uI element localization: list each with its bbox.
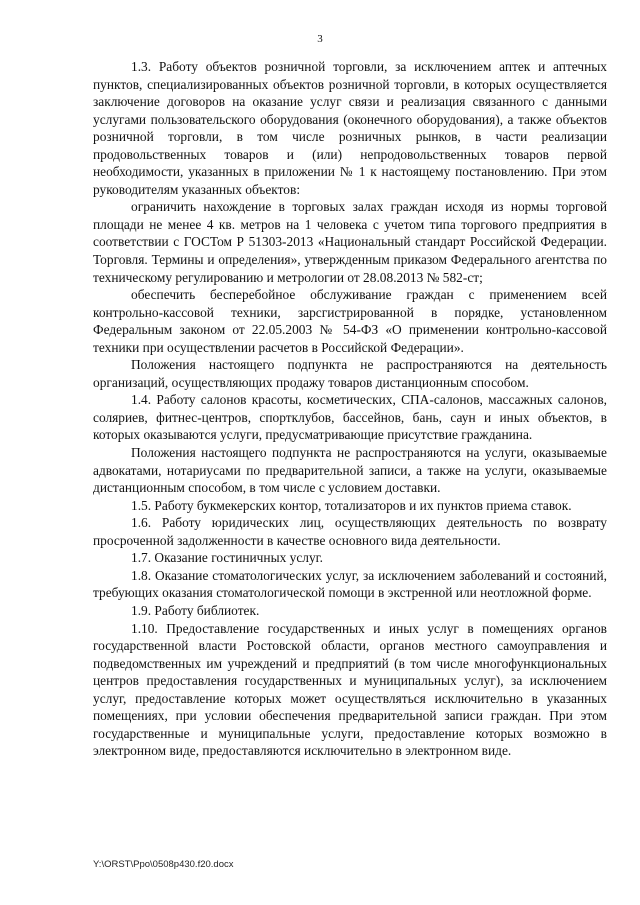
paragraph-1-9: 1.9. Работу библиотек. xyxy=(131,602,260,618)
page-number: 3 xyxy=(317,33,323,45)
document-body xyxy=(93,58,607,760)
paragraph-cash-register: обеспечить бесперебойное обслуживание граждан с применением всей контрольно-кассовой техники, зарсгистрированной в порядке, установленном Федеральным законом от 22.05.2003 № 54-ФЗ «О применении контрольно-кассовой техники при осуществлении расчетов в Российской Федерации». xyxy=(93,287,607,355)
paragraph-1-10: 1.10. Предоставление государственных и иных услуг в помещениях органов государственной власти Ростовской области, органов местного самоуправления и подведомственных им учреждений и предприятий (в том числе многофункциональных центров предоставления государственных и муниципальных услуг), за исключением услуг, предоставление которых может осуществляться исключительно в указанных помещениях, при условии обеспечения предварительной записи граждан. При этом государственные и муниципальные услуги, предоставление которых возможно в электронном виде, предоставляются исключительно в электронном виде. xyxy=(93,620,607,759)
paragraph-1-5: 1.5. Работу букмекерских контор, тотализаторов и их пунктов приема ставок. xyxy=(131,497,572,513)
paragraph-1-4: 1.4. Работу салонов красоты, косметических, СПА-салонов, массажных салонов, соляриев, фитнес-центров, спортклубов, бассейнов, бань, саун и иных объектов, в которых оказываются услуги, предусматривающие присутствие гражданина. xyxy=(93,392,607,443)
paragraph-1-8: 1.8. Оказание стоматологических услуг, за исключением заболеваний и состояний, требующих оказания стоматологической помощи в экстренной или неотложной форме. xyxy=(93,567,607,601)
paragraph-1-6: 1.6. Работу юридических лиц, осуществляющих деятельность по возврату просроченной задолженности в качестве основного вида деятельности. xyxy=(93,515,607,548)
paragraph-lawyers-exception: Положения настоящего подпункта не распространяются на услуги, оказываемые адвокатами, нотариусами по предварительной записи, а также на услуги, оказываемые дистанционным способом, в том числе с условием доставки. xyxy=(93,445,607,496)
paragraph-1-7: 1.7. Оказание гостиничных услуг. xyxy=(131,550,323,566)
paragraph-1-3: 1.3. Работу объектов розничной торговли, за исключением аптек и аптечных пунктов, специализированных объектов розничной торговли, в которых осуществляется заключение договоров на оказание услуг связи и реализация связанного с данными услугами пользовательского оборудования (оконечного оборудования), а также объектов розничной торговли, в том числе розничных рынков, в части реализации продовольственных товаров и (или) непродовольственных товаров первой необходимости, указанных в приложении № 1 к настоящему постановлению. При этом руководителям указанных объектов: xyxy=(93,59,607,197)
footer-file-path: Y:\ORST\Ppo\0508p430.f20.docx xyxy=(93,859,234,870)
paragraph-limit-occupancy: ограничить нахождение в торговых залах граждан исходя из нормы торговой площади не менее 4 кв. метров на 1 человека с учетом типа торгового предприятия в соответствии с ГОСТом Р 51303-2013 «Национальный стандарт Российской Федерации. Торговля. Термины и определения», утвержденным приказом Федерального агентства по техническому регулированию и метрологии от 28.08.2013 № 582-ст; xyxy=(93,199,607,285)
paragraph-remote-sales-exception: Положения настоящего подпункта не распространяются на деятельность организаций, осуществляющих продажу товаров дистанционным способом. xyxy=(93,357,607,390)
